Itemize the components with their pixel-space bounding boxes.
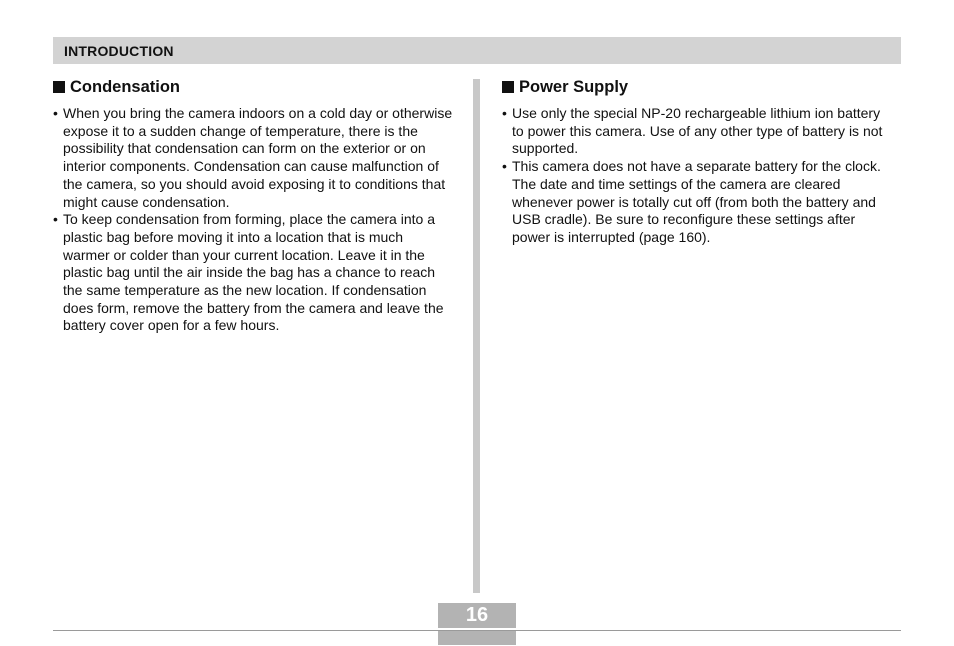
power-supply-heading [502,77,892,97]
section-header-bar [53,37,901,64]
section-header-label: INTRODUCTION [64,43,174,59]
square-bullet-icon [53,81,65,93]
bullet-icon: • [502,158,507,175]
list-item-text: Use only the special NP-20 rechargeable lithium ion battery to power this camera. Use of any other type of battery is not supported. [512,105,883,157]
bullet-icon: • [53,211,58,228]
list-item-text: This camera does not have a separate battery for the clock. The date and time settings of the camera are cleared whenever power is totally cut off (from both the battery and USB cradle). Be sure to reconfigure these settings after power is interrupted (page 160). [512,158,881,245]
condensation-bullet-list [53,105,453,335]
bullet-icon: • [53,105,58,121]
list-item [53,105,453,211]
list-item [502,105,892,158]
condensation-section [53,77,453,335]
square-bullet-icon [502,81,514,93]
bullet-icon: • [502,105,507,121]
power-supply-section [502,77,892,247]
footer-divider [53,630,901,631]
list-item-text: To keep condensation from forming, place the camera into a plastic bag before moving it into a location that is much warmer or colder than your current location. Leave it in the plastic bag until the air inside the bag has a chance to reach the same temperature as the new location. If condensation does form, remove the battery from the camera and leave the battery cover open for a few hours. [63,211,444,334]
list-item-text: When you bring the camera indoors on a cold day or otherwise expose it to a sudden change of temperature, there is the possibility that condensation can form on the exterior or on interior components. Condensation can cause malfunction of the camera, so you should avoid exposing it to conditions that might cause condensation. [63,105,453,210]
page-number: 16 [438,603,516,628]
power-supply-bullet-list [502,105,892,247]
list-item [53,211,453,335]
power-supply-heading-text: Power Supply [519,77,629,96]
condensation-heading-text: Condensation [70,77,180,96]
column-divider [473,79,480,593]
list-item [502,158,892,247]
page-number-tab [438,630,516,645]
page-number-badge [438,603,516,645]
condensation-heading [53,77,453,97]
